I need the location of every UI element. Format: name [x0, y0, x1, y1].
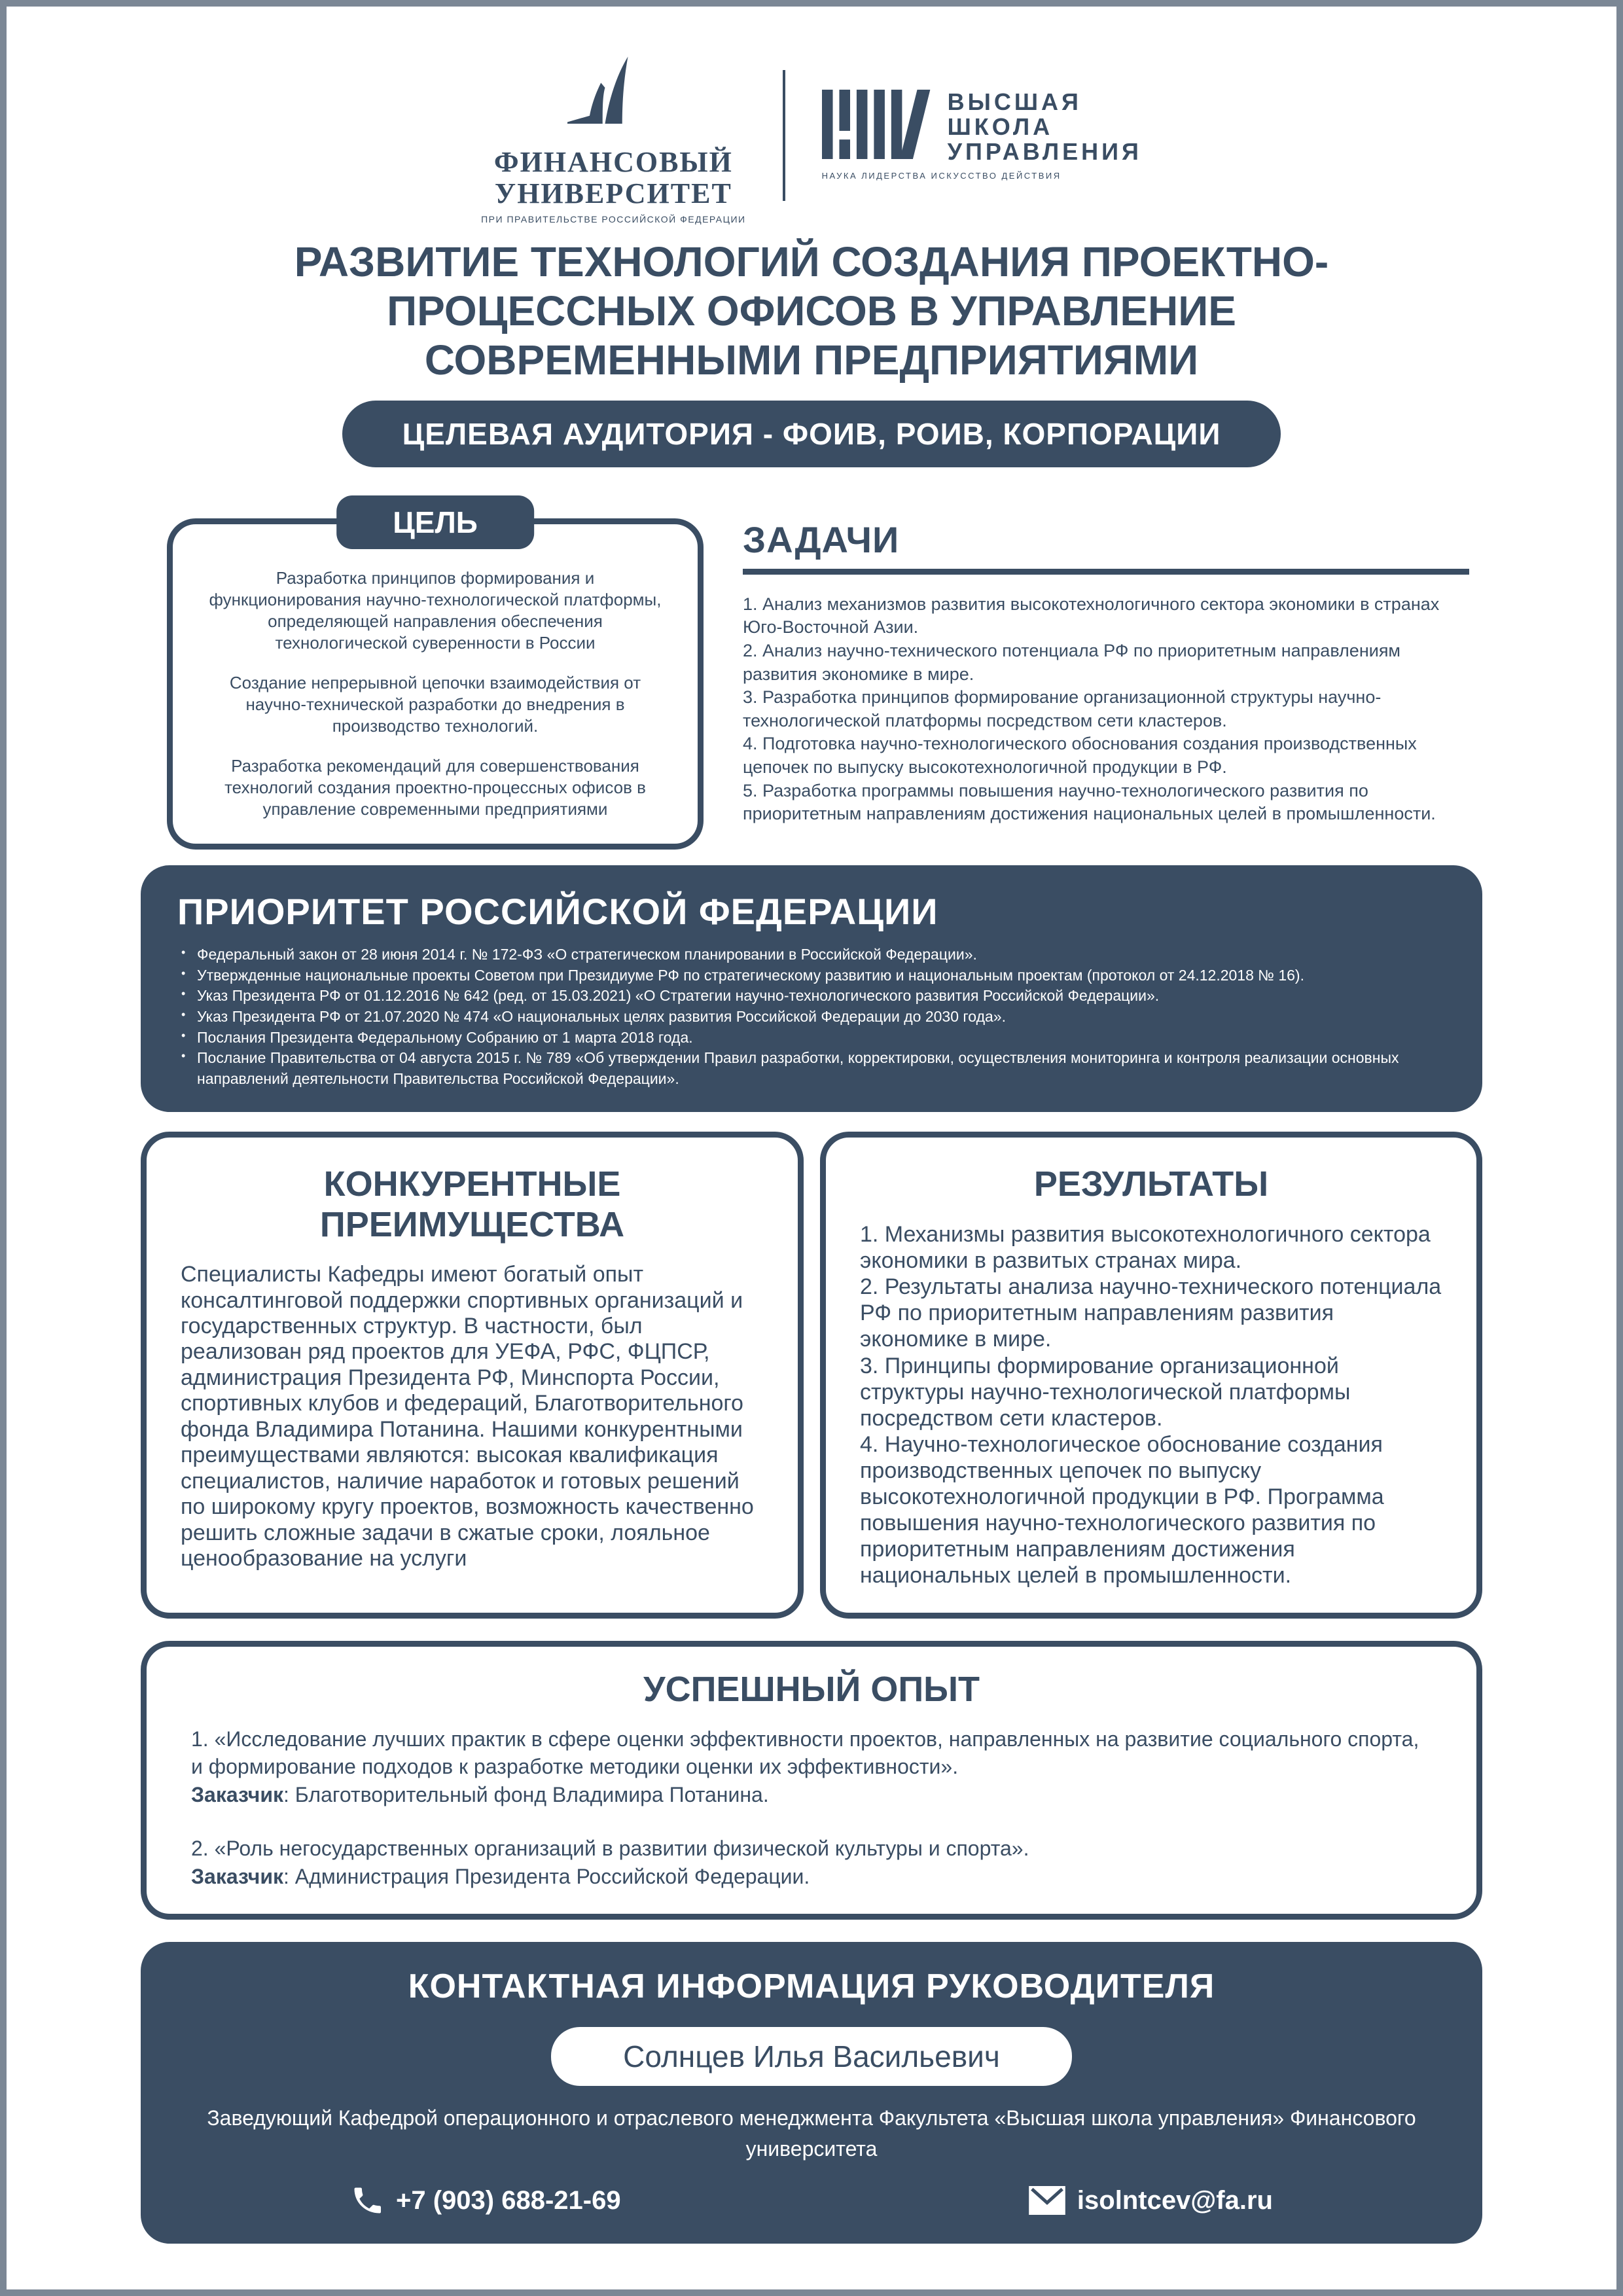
experience-case: [191, 1725, 1432, 1809]
experience-box: [141, 1641, 1482, 1920]
vshu-name: [948, 90, 1142, 164]
task-item: 5. Разработка программы повышения научно-технологического развития по приоритетным направлениям достижения национальных целей в промышленности.: [743, 780, 1436, 824]
advantages-box: [141, 1132, 804, 1619]
finuniv-name-line1: ФИНАНСОВЫЙ: [493, 146, 733, 178]
position-text: Заведующий Кафедрой операционного и отраслевого менеджмента Факультета «Высшая школа управления» Финансового университета: [207, 2106, 1416, 2161]
contact-row: [187, 2183, 1436, 2217]
header: [141, 46, 1482, 224]
email-icon: [1029, 2186, 1065, 2215]
poster-title-line2: ПРОЦЕССНЫХ ОФИСОВ В УПРАВЛЕНИЕ: [387, 287, 1236, 334]
task-item: 2. Анализ научно-технического потенциала РФ по приоритетным направлениям развития экономике в мире.: [743, 640, 1400, 684]
experience-case-text: 2. «Роль негосударственных организаций в развитии физической культуры и спорта».: [191, 1837, 1029, 1861]
result-item: 3. Принципы формирование организационной структуры научно-технологической платформы посредством сети кластеров.: [860, 1353, 1351, 1431]
task-item: 4. Подготовка научно-технологического обоснования создания производственных цепочек по выпуску высокотехнологичной продукции в РФ.: [743, 734, 1417, 778]
phone-icon: [350, 2183, 384, 2217]
task-item: 3. Разработка принципов формирование организационной структуры научно-технологической платформы посредством сети кластеров.: [743, 687, 1382, 730]
priority-bullet: • Указ Президента РФ от 21.07.2020 № 474 «О национальных целях развития Российской Федерации до 2030 года».: [177, 1007, 1446, 1028]
contact-title: КОНТАКТНАЯ ИНФОРМАЦИЯ РУКОВОДИТЕЛЯ: [408, 1967, 1215, 2006]
finuniv-name-line2: УНИВЕРСИТЕТ: [494, 177, 732, 209]
vshu-logo: [822, 90, 1142, 181]
poster-content: [141, 46, 1482, 2244]
vshu-tagline: НАУКА ЛИДЕРСТВА ИСКУССТВО ДЕЙСТВИЯ: [821, 171, 1061, 181]
advantages-title: [181, 1164, 764, 1245]
phone-link[interactable]: [350, 2183, 621, 2217]
results-box: [820, 1132, 1482, 1619]
priority-bullet: • Федеральный закон от 28 июня 2014 г. № 172-ФЗ «О стратегическом планировании в Российской Федерации».: [177, 944, 1446, 965]
vshu-name-line1: ВЫСШАЯ: [947, 88, 1082, 115]
customer-label: Заказчик: [191, 1782, 283, 1806]
email-link[interactable]: [1029, 2186, 1273, 2215]
result-item: 1. Механизмы развития высокотехнологичного сектора экономики в развитых странах мира.: [860, 1222, 1431, 1274]
task-item: 1. Анализ механизмов развития высокотехнологичного сектора экономики в странах Юго-Восточной Азии.: [743, 594, 1440, 637]
finuniv-name: [494, 147, 733, 209]
result-item: 4. Научно-технологическое обоснование создания производственных цепочек по выпуску высокотехнологичной продукции в РФ. Программа повышения научно-технологического развития по приоритетным направлениям достижения национальных целей в промышленности.: [860, 1431, 1384, 1588]
goal-box: [167, 505, 704, 850]
experience-case-text: 1. «Исследование лучших практик в сфере оценки эффективности проектов, направленных на развитие социального спорта, и формирование подходов к разработке методики оценки их эффективности».: [191, 1727, 1419, 1779]
poster-title-line1: РАЗВИТИЕ ТЕХНОЛОГИЙ СОЗДАНИЯ ПРОЕКТНО-: [294, 238, 1329, 286]
experience-title: УСПЕШНЫЙ ОПЫТ: [643, 1669, 980, 1709]
phone-number: +7 (903) 688-21-69: [396, 2185, 621, 2215]
priority-bullet: • Утвержденные национальные проекты Советом при Президиуме РФ по стратегическому развитию и национальным проектам (протокол от 24.12.2018 № 16).: [177, 965, 1446, 986]
poster-title: [141, 238, 1482, 385]
priority-title: ПРИОРИТЕТ РОССИЙСКОЙ ФЕДЕРАЦИИ: [177, 890, 938, 932]
contact-section: [141, 1942, 1482, 2244]
sail-icon: [564, 46, 662, 143]
priority-section: [141, 865, 1482, 1112]
poster-title-line3: СОВРЕМЕННЫМИ ПРЕДПРИЯТИЯМИ: [424, 336, 1199, 384]
email-address: isolntcev@fa.ru: [1077, 2185, 1273, 2215]
advantages-title-line2: ПРЕИМУЩЕСТВА: [319, 1205, 625, 1245]
vshu-name-line3: УПРАВЛЕНИЯ: [947, 138, 1142, 166]
result-item: 2. Результаты анализа научно-технического потенциала РФ по приоритетным направлениям развития экономике в мире.: [860, 1274, 1442, 1352]
tasks-underline: [743, 569, 1469, 575]
finuniv-logo: [481, 46, 746, 224]
vshu-name-line2: ШКОЛА: [947, 113, 1054, 140]
advantages-results-row: [141, 1132, 1482, 1619]
customer-label: Заказчик: [191, 1864, 283, 1888]
priority-bullet: • Послания Президента Федеральному Собранию от 1 марта 2018 года.: [177, 1028, 1446, 1049]
vshu-bars-icon: [822, 90, 935, 159]
results-title: РЕЗУЛЬТАТЫ: [1033, 1164, 1269, 1204]
priority-bullet: • Указ Президента РФ от 01.12.2016 № 642 (ред. от 15.03.2021) «О Стратегии научно-технологического развития Российской Федерации».: [177, 986, 1446, 1007]
tasks-title: ЗАДАЧИ: [743, 518, 900, 560]
finuniv-tagline: ПРИ ПРАВИТЕЛЬСТВЕ РОССИЙСКОЙ ФЕДЕРАЦИИ: [481, 214, 746, 225]
goal-paragraph: Создание непрерывной цепочки взаимодействия от научно-технической разработки до внедрения в производство технологий.: [229, 672, 641, 736]
tasks-section: [743, 518, 1469, 826]
experience-case: [191, 1835, 1432, 1890]
goal-tasks-row: [141, 505, 1482, 850]
goal-tab: ЦЕЛЬ: [336, 495, 534, 549]
customer-value: : Администрация Президента Российской Федерации.: [283, 1864, 810, 1888]
name-pill: Солнцев Илья Васильевич: [551, 2027, 1072, 2086]
advantages-title-line1: КОНКУРЕНТНЫЕ: [323, 1164, 621, 1204]
goal-paragraph: Разработка принципов формирования и функционирования научно-технологической платформы, определяющей направления обеспечения технологической суверенности в России: [209, 567, 662, 653]
advantages-text: Специалисты Кафедры имеют богатый опыт консалтинговой поддержки спортивных организаций и государственных структур. В частности, был реализован ряд проектов для УЕФА, РФС, ФЦПСР, администрация Президента РФ, Минспорта России, спортивных клубов и федераций, Благотворительного фонда Владимира Потанина. Нашими конкурентными преимуществами являются: высокая квалификация специалистов, наличие наработок и готовых решений по широкому кругу проектов, возможность качественно решить сложные задачи в сжатые сроки, лояльное ценообразование на услуги: [181, 1262, 754, 1571]
logo-divider: [783, 70, 785, 201]
audience-banner: ЦЕЛЕВАЯ АУДИТОРИЯ - ФОИВ, РОИВ, КОРПОРАЦИИ: [342, 401, 1281, 467]
customer-value: : Благотворительный фонд Владимира Потанина.: [283, 1782, 769, 1806]
priority-bullet: • Послание Правительства от 04 августа 2015 г. № 789 «Об утверждении Правил разработки, корректировки, осуществления мониторинга и контроля реализации основных направлений деятельности Правительства Российской Федерации».: [177, 1048, 1446, 1089]
goal-paragraph: Разработка рекомендаций для совершенствования технологий создания проектно-процессных офисов в управление современными предприятиями: [224, 755, 646, 819]
